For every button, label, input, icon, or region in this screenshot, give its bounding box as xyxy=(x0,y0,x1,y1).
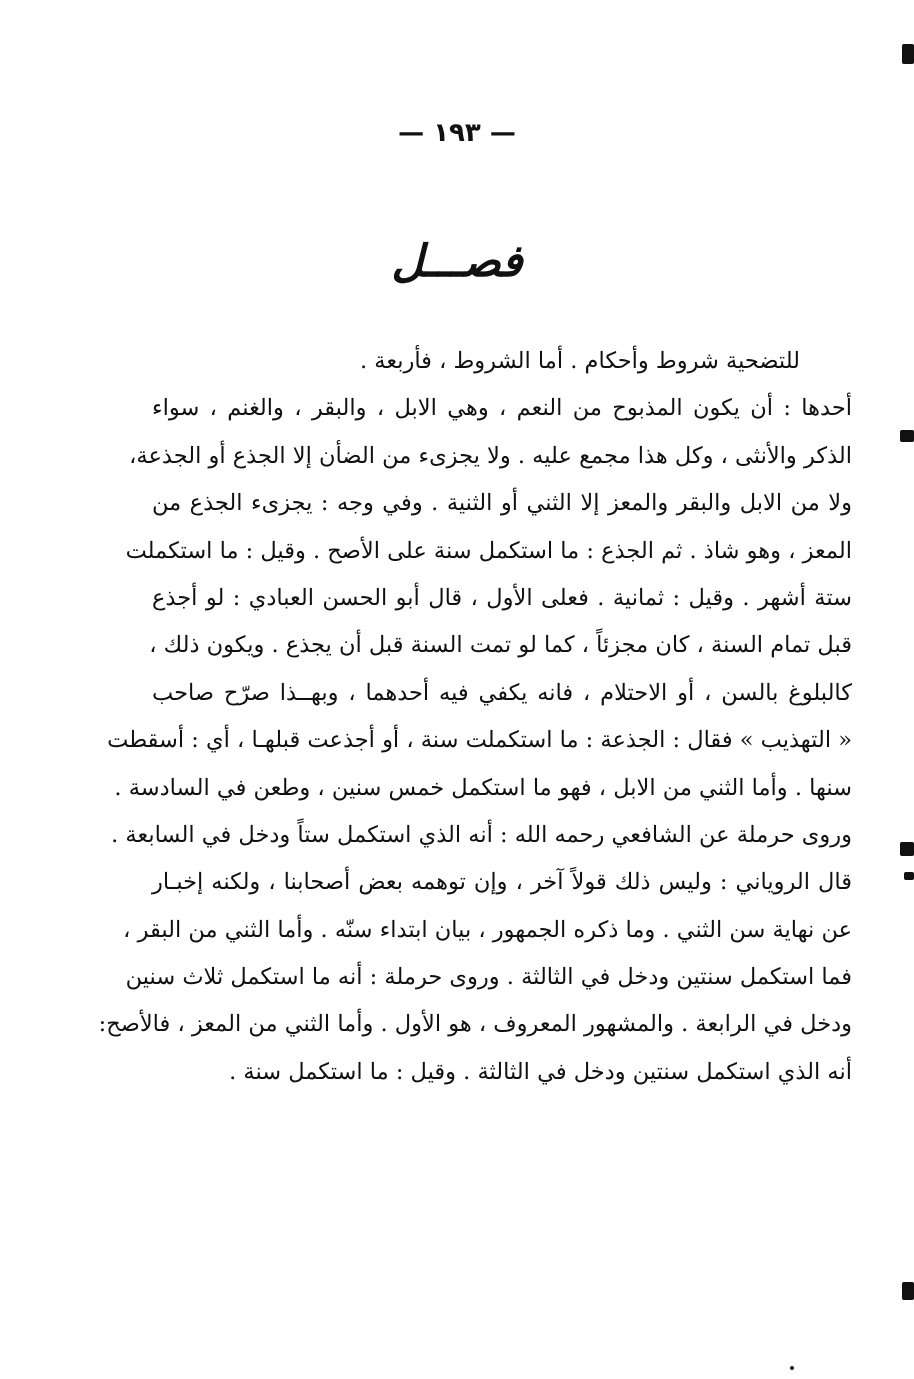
text-line: قال الروياني : وليس ذلك قولاً آخر ، وإن توهمه بعض أصحابنا ، ولكنه إخبـار xyxy=(152,869,852,896)
text-line: ولا من الابل والبقر والمعز إلا الثني أو الثنية . وفي وجه : يجزىء الجذع من xyxy=(152,490,852,517)
text-line: للتضحية شروط وأحكام . أما الشروط ، فأربعة . xyxy=(359,348,800,374)
scan-edge-mark xyxy=(904,872,914,880)
text-line: ستة أشهر . وقيل : ثمانية . فعلى الأول ، قال أبو الحسن العبادي : لو أجذع xyxy=(152,584,852,611)
page-number: — ١٩٣ — xyxy=(398,118,516,148)
text-line: فما استكمل سنتين ودخل في الثالثة . وروى حرملة : أنه ما استكمل ثلاث سنين xyxy=(125,964,852,991)
text-line: قبل تمام السنة ، كان مجزئاً ، كما لو تمت السنة قبل أن يجذع . ويكون ذلك ، xyxy=(149,632,852,659)
body-text xyxy=(98,338,852,1096)
scan-edge-mark xyxy=(902,1282,914,1300)
scan-edge-mark xyxy=(900,842,914,856)
scan-edge-mark xyxy=(902,44,914,64)
text-line: « التهذيب » فقال : الجذعة : ما استكملت سنة ، أو أجذعت قبلهـا ، أي : أسقطت xyxy=(107,727,852,754)
text-line: كالبلوغ بالسن ، أو الاحتلام ، فانه يكفي فيه أحدهما ، وبهــذا صرّح صاحب xyxy=(152,679,852,706)
text-line: ودخل في الرابعة . والمشهور المعروف ، هو الأول . وأما الثني من المعز ، فالأصح: xyxy=(98,1011,852,1038)
text-line: المعز ، وهو شاذ . ثم الجذع : ما استكمل سنة على الأصح . وقيل : ما استكملت xyxy=(125,537,852,564)
section-title: فصـــل xyxy=(391,236,523,287)
text-line: وروى حرملة عن الشافعي رحمه الله : أنه الذي استكمل ستاً ودخل في السابعة . xyxy=(111,821,852,848)
text-line: سنها . وأما الثني من الابل ، فهو ما استكمل خمس سنين ، وطعن في السادسة . xyxy=(114,774,852,801)
text-line: عن نهاية سن الثني . وما ذكره الجمهور ، بيان ابتداء سنّه . وأما الثني من البقر ، xyxy=(123,916,852,943)
scan-speck xyxy=(790,1366,794,1370)
text-line: أحدها : أن يكون المذبوح من النعم ، وهي الابل ، والبقر ، والغنم ، سواء xyxy=(152,395,852,422)
scan-edge-mark xyxy=(900,430,914,442)
text-line: أنه الذي استكمل سنتين ودخل في الثالثة . وقيل : ما استكمل سنة . xyxy=(229,1058,852,1085)
text-line: الذكر والأنثى ، وكل هذا مجمع عليه . ولا يجزىء من الضأن إلا الجذع أو الجذعة، xyxy=(129,442,852,469)
